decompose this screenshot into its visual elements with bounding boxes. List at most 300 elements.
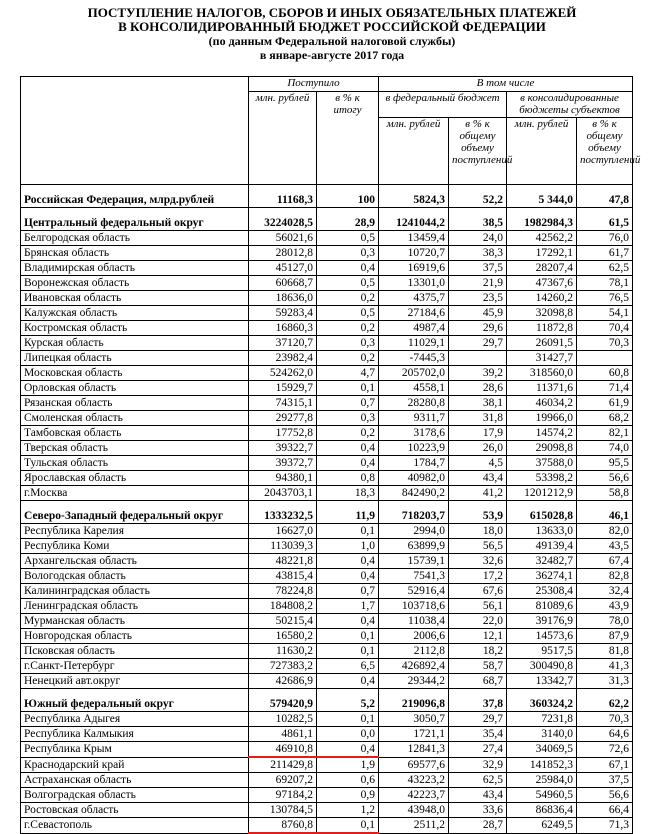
received-mln: 130784,5 — [249, 803, 317, 818]
received-pct: 0,2 — [317, 321, 379, 336]
received-mln: 4861,1 — [249, 727, 317, 742]
received-mln: 727383,2 — [249, 659, 317, 674]
regional-pct: 70,3 — [577, 712, 633, 727]
region-name: Курская область — [21, 336, 249, 351]
regional-mln: 14574,2 — [507, 426, 577, 441]
table-row — [21, 486, 633, 501]
region-name: г.Санкт-Петербург — [21, 659, 249, 674]
federal-pct: 43,4 — [449, 471, 507, 486]
table-row — [21, 803, 633, 818]
regional-pct: 32,4 — [577, 584, 633, 599]
table-row — [21, 584, 633, 599]
table-row — [21, 208, 633, 231]
received-mln: 11168,3 — [249, 185, 317, 208]
regional-mln: 32098,8 — [507, 306, 577, 321]
table-row — [21, 554, 633, 569]
region-name: Мурманская область — [21, 614, 249, 629]
received-mln: 74315,1 — [249, 396, 317, 411]
federal-pct: 41,2 — [449, 486, 507, 501]
federal-pct: 18,0 — [449, 524, 507, 539]
regional-pct: 61,9 — [577, 396, 633, 411]
received-pct: 0,7 — [317, 396, 379, 411]
federal-mln: 10720,7 — [379, 246, 449, 261]
federal-pct: 37,5 — [449, 261, 507, 276]
received-pct: 0,7 — [317, 584, 379, 599]
received-mln: 18636,0 — [249, 291, 317, 306]
received-mln: 23982,4 — [249, 351, 317, 366]
federal-pct: 38,5 — [449, 208, 507, 231]
regional-mln: 32482,7 — [507, 554, 577, 569]
title-line-2: В КОНСОЛИДИРОВАННЫЙ БЮДЖЕТ РОССИЙСКОЙ ФЕДЕРАЦИИ — [118, 19, 546, 34]
regional-pct: 58,8 — [577, 486, 633, 501]
federal-pct: 68,7 — [449, 674, 507, 689]
region-name: Ярославская область — [21, 471, 249, 486]
region-name: Калининградская область — [21, 584, 249, 599]
federal-pct: 29,7 — [449, 336, 507, 351]
federal-pct: 29,7 — [449, 712, 507, 727]
table-row — [21, 757, 633, 773]
federal-mln: 43948,0 — [379, 803, 449, 818]
received-pct: 0,4 — [317, 441, 379, 456]
regional-mln: 25308,4 — [507, 584, 577, 599]
received-pct: 0,1 — [317, 524, 379, 539]
table-row — [21, 471, 633, 486]
received-mln: 37120,7 — [249, 336, 317, 351]
received-pct: 0,4 — [317, 569, 379, 584]
table-row — [21, 411, 633, 426]
received-mln: 42686,9 — [249, 674, 317, 689]
federal-pct: 29,6 — [449, 321, 507, 336]
federal-pct — [449, 351, 507, 366]
federal-pct: 43,4 — [449, 788, 507, 803]
region-name: Псковская область — [21, 644, 249, 659]
table-row — [21, 742, 633, 758]
regional-pct: 95,5 — [577, 456, 633, 471]
header-received: Поступило — [249, 77, 379, 92]
table-row — [21, 773, 633, 788]
table-row — [21, 644, 633, 659]
federal-mln: 63899,9 — [379, 539, 449, 554]
table-row — [21, 321, 633, 336]
received-pct: 0,4 — [317, 456, 379, 471]
received-pct: 0,4 — [317, 674, 379, 689]
header-including: В том числе — [379, 77, 633, 92]
regional-pct: 70,4 — [577, 321, 633, 336]
federal-pct: 22,0 — [449, 614, 507, 629]
regional-mln: 42562,2 — [507, 231, 577, 246]
regional-pct: 67,1 — [577, 757, 633, 773]
received-pct: 1,9 — [317, 757, 379, 773]
federal-pct: 33,6 — [449, 803, 507, 818]
region-name: Тульская область — [21, 456, 249, 471]
federal-pct: 35,4 — [449, 727, 507, 742]
received-pct: 4,7 — [317, 366, 379, 381]
received-mln: 94380,1 — [249, 471, 317, 486]
federal-mln: 11029,1 — [379, 336, 449, 351]
received-mln: 184808,2 — [249, 599, 317, 614]
received-mln: 56021,6 — [249, 231, 317, 246]
federal-pct: 17,2 — [449, 569, 507, 584]
received-pct: 0,2 — [317, 426, 379, 441]
regional-pct — [577, 351, 633, 366]
region-name: Краснодарский край — [21, 757, 249, 773]
received-mln: 16627,0 — [249, 524, 317, 539]
federal-pct: 37,8 — [449, 689, 507, 712]
regional-pct: 71,4 — [577, 381, 633, 396]
federal-pct: 23,5 — [449, 291, 507, 306]
header-mln-regional: млн. рублей — [507, 117, 577, 184]
header-pct-federal: в % к общему объему поступлений — [449, 117, 507, 184]
region-name: Астраханская область — [21, 773, 249, 788]
received-pct: 0,1 — [317, 381, 379, 396]
federal-pct: 67,6 — [449, 584, 507, 599]
federal-mln: 9311,7 — [379, 411, 449, 426]
regional-pct: 66,4 — [577, 803, 633, 818]
region-name: Костромская область — [21, 321, 249, 336]
table-row — [21, 381, 633, 396]
federal-pct: 38,1 — [449, 396, 507, 411]
received-pct: 0,3 — [317, 411, 379, 426]
federal-mln: 4558,1 — [379, 381, 449, 396]
regional-pct: 78,1 — [577, 276, 633, 291]
federal-pct: 27,4 — [449, 742, 507, 758]
title-line-3: (по данным Федеральной налоговой службы) — [208, 34, 456, 48]
regional-pct: 82,0 — [577, 524, 633, 539]
regional-mln: 1201212,9 — [507, 486, 577, 501]
table-row — [21, 689, 633, 712]
regional-pct: 41,3 — [577, 659, 633, 674]
region-name: Тверская область — [21, 441, 249, 456]
federal-pct: 31,8 — [449, 411, 507, 426]
federal-pct: 56,5 — [449, 539, 507, 554]
federal-mln: 42223,7 — [379, 788, 449, 803]
regional-mln: 6249,5 — [507, 818, 577, 834]
regional-pct: 47,8 — [577, 185, 633, 208]
regional-pct: 43,9 — [577, 599, 633, 614]
received-mln: 211429,8 — [249, 757, 317, 773]
regional-mln: 26091,5 — [507, 336, 577, 351]
regional-pct: 62,2 — [577, 689, 633, 712]
received-pct: 0,1 — [317, 712, 379, 727]
table-row — [21, 788, 633, 803]
regional-pct: 78,0 — [577, 614, 633, 629]
regional-mln: 25984,0 — [507, 773, 577, 788]
regional-pct: 81,8 — [577, 644, 633, 659]
received-mln: 46910,8 — [249, 742, 317, 758]
received-pct: 0,1 — [317, 629, 379, 644]
header-regional: в консолидированные бюджеты субъектов — [507, 92, 633, 118]
region-name: Ивановская область — [21, 291, 249, 306]
regional-mln: 318560,0 — [507, 366, 577, 381]
federal-pct: 53,9 — [449, 501, 507, 524]
federal-mln: 205702,0 — [379, 366, 449, 381]
region-name: Вологодская область — [21, 569, 249, 584]
received-pct: 0,8 — [317, 471, 379, 486]
federal-mln: 13301,0 — [379, 276, 449, 291]
federal-mln: 2112,8 — [379, 644, 449, 659]
regional-mln: 13342,7 — [507, 674, 577, 689]
regional-pct: 62,5 — [577, 261, 633, 276]
federal-mln: 16919,6 — [379, 261, 449, 276]
federal-mln: 43223,2 — [379, 773, 449, 788]
header-pct-total: в % к итогу — [317, 92, 379, 185]
federal-mln: 40982,0 — [379, 471, 449, 486]
received-pct: 0,5 — [317, 231, 379, 246]
title-line-4: в январе-августе 2017 года — [259, 48, 405, 62]
region-name: Российская Федерация, млрд.рублей — [21, 185, 249, 208]
federal-mln: 2994,0 — [379, 524, 449, 539]
received-mln: 2043703,1 — [249, 486, 317, 501]
received-mln: 28012,8 — [249, 246, 317, 261]
received-mln: 579420,9 — [249, 689, 317, 712]
table-row — [21, 306, 633, 321]
received-mln: 45127,0 — [249, 261, 317, 276]
regional-mln: 5 344,0 — [507, 185, 577, 208]
regional-pct: 64,6 — [577, 727, 633, 742]
regional-pct: 43,5 — [577, 539, 633, 554]
regional-mln: 7231,8 — [507, 712, 577, 727]
regional-mln: 1982984,3 — [507, 208, 577, 231]
received-pct: 0,5 — [317, 306, 379, 321]
received-pct: 100 — [317, 185, 379, 208]
received-mln: 15929,7 — [249, 381, 317, 396]
table-row — [21, 659, 633, 674]
received-pct: 0,4 — [317, 261, 379, 276]
regional-mln: 39176,9 — [507, 614, 577, 629]
received-mln: 524262,0 — [249, 366, 317, 381]
region-name: Воронежская область — [21, 276, 249, 291]
region-name: Ленинградская область — [21, 599, 249, 614]
table-row — [21, 231, 633, 246]
federal-mln: 426892,4 — [379, 659, 449, 674]
regional-pct: 76,0 — [577, 231, 633, 246]
regional-pct: 87,9 — [577, 629, 633, 644]
regional-pct: 37,5 — [577, 773, 633, 788]
table-row — [21, 246, 633, 261]
federal-mln: 28280,8 — [379, 396, 449, 411]
federal-mln: 842490,2 — [379, 486, 449, 501]
regional-mln: 11872,8 — [507, 321, 577, 336]
regional-pct: 61,7 — [577, 246, 633, 261]
regional-pct: 46,1 — [577, 501, 633, 524]
federal-mln: 7541,3 — [379, 569, 449, 584]
received-pct: 5,2 — [317, 689, 379, 712]
federal-pct: 24,0 — [449, 231, 507, 246]
federal-pct: 12,1 — [449, 629, 507, 644]
regional-mln: 54960,5 — [507, 788, 577, 803]
federal-mln: 1241044,2 — [379, 208, 449, 231]
region-name: Волгоградская область — [21, 788, 249, 803]
federal-mln: 27184,6 — [379, 306, 449, 321]
received-pct: 0,3 — [317, 336, 379, 351]
received-mln: 69207,2 — [249, 773, 317, 788]
table-row — [21, 396, 633, 411]
federal-pct: 32,6 — [449, 554, 507, 569]
received-mln: 16860,3 — [249, 321, 317, 336]
table-row — [21, 569, 633, 584]
received-mln: 48221,8 — [249, 554, 317, 569]
regional-mln: 14260,2 — [507, 291, 577, 306]
regional-mln: 13633,0 — [507, 524, 577, 539]
received-mln: 113039,3 — [249, 539, 317, 554]
federal-pct: 58,7 — [449, 659, 507, 674]
received-pct: 0,1 — [317, 818, 379, 834]
region-name: Ненецкий авт.округ — [21, 674, 249, 689]
received-mln: 1333232,5 — [249, 501, 317, 524]
table-row — [21, 501, 633, 524]
received-mln: 97184,2 — [249, 788, 317, 803]
received-pct: 0,0 — [317, 727, 379, 742]
table-row — [21, 727, 633, 742]
received-pct: 0,4 — [317, 614, 379, 629]
received-mln: 10282,5 — [249, 712, 317, 727]
regional-pct: 82,8 — [577, 569, 633, 584]
table-row — [21, 524, 633, 539]
federal-mln: 1784,7 — [379, 456, 449, 471]
received-pct: 28,9 — [317, 208, 379, 231]
region-name: Центральный федеральный округ — [21, 208, 249, 231]
header-pct-regional: в % к общему объему поступлений — [577, 117, 633, 184]
regional-mln: 14573,6 — [507, 629, 577, 644]
region-name: Республика Адыгея — [21, 712, 249, 727]
header-federal: в федеральный бюджет — [379, 92, 507, 118]
table-row — [21, 351, 633, 366]
regional-pct: 60,8 — [577, 366, 633, 381]
federal-pct: 17,9 — [449, 426, 507, 441]
regional-pct: 54,1 — [577, 306, 633, 321]
federal-mln: 2006,6 — [379, 629, 449, 644]
regional-mln: 34069,5 — [507, 742, 577, 758]
tax-table — [20, 76, 641, 834]
table-row — [21, 539, 633, 554]
table-row — [21, 276, 633, 291]
region-name: Московская область — [21, 366, 249, 381]
federal-mln: 3050,7 — [379, 712, 449, 727]
federal-mln: 4375,7 — [379, 291, 449, 306]
regional-mln: 141852,3 — [507, 757, 577, 773]
received-pct: 0,3 — [317, 246, 379, 261]
federal-mln: 219096,8 — [379, 689, 449, 712]
regional-mln: 19966,0 — [507, 411, 577, 426]
received-pct: 1,2 — [317, 803, 379, 818]
federal-mln: 103718,6 — [379, 599, 449, 614]
table-row — [21, 426, 633, 441]
region-name: Архангельская область — [21, 554, 249, 569]
region-name: Смоленская область — [21, 411, 249, 426]
region-name: Республика Карелия — [21, 524, 249, 539]
region-name: Владимирская область — [21, 261, 249, 276]
received-pct: 18,3 — [317, 486, 379, 501]
regional-mln: 11371,6 — [507, 381, 577, 396]
federal-pct: 45,9 — [449, 306, 507, 321]
received-mln: 3224028,5 — [249, 208, 317, 231]
received-mln: 50215,4 — [249, 614, 317, 629]
table-row — [21, 712, 633, 727]
regional-mln: 31427,7 — [507, 351, 577, 366]
regional-pct: 31,3 — [577, 674, 633, 689]
received-pct: 0,2 — [317, 291, 379, 306]
received-mln: 43815,4 — [249, 569, 317, 584]
region-name: Орловская область — [21, 381, 249, 396]
table-row — [21, 818, 633, 834]
regional-mln: 81089,6 — [507, 599, 577, 614]
federal-mln: 1721,1 — [379, 727, 449, 742]
federal-pct: 52,2 — [449, 185, 507, 208]
received-pct: 0,1 — [317, 644, 379, 659]
region-name: Брянская область — [21, 246, 249, 261]
regional-mln: 37588,0 — [507, 456, 577, 471]
region-name: Новгородская область — [21, 629, 249, 644]
table-row — [21, 291, 633, 306]
regional-pct: 68,2 — [577, 411, 633, 426]
region-name: г.Москва — [21, 486, 249, 501]
federal-mln: 52916,4 — [379, 584, 449, 599]
federal-mln: 13459,4 — [379, 231, 449, 246]
federal-mln: 12841,3 — [379, 742, 449, 758]
federal-mln: 69577,6 — [379, 757, 449, 773]
federal-mln: 5824,3 — [379, 185, 449, 208]
table-row — [21, 336, 633, 351]
regional-pct: 56,6 — [577, 471, 633, 486]
federal-mln: 4987,4 — [379, 321, 449, 336]
title-line-1: ПОСТУПЛЕНИЕ НАЛОГОВ, СБОРОВ И ИНЫХ ОБЯЗАТЕЛЬНЫХ ПЛАТЕЖЕЙ — [87, 5, 577, 20]
regional-pct: 61,5 — [577, 208, 633, 231]
received-pct: 0,9 — [317, 788, 379, 803]
federal-mln: 11038,4 — [379, 614, 449, 629]
table-row — [21, 456, 633, 471]
regional-mln: 36274,1 — [507, 569, 577, 584]
table-row — [21, 629, 633, 644]
federal-pct: 28,7 — [449, 818, 507, 834]
regional-mln: 615028,8 — [507, 501, 577, 524]
federal-pct: 39,2 — [449, 366, 507, 381]
regional-pct: 82,1 — [577, 426, 633, 441]
regional-pct: 71,3 — [577, 818, 633, 834]
regional-pct: 74,0 — [577, 441, 633, 456]
federal-mln: 10223,9 — [379, 441, 449, 456]
federal-pct: 38,3 — [449, 246, 507, 261]
regional-mln: 86836,4 — [507, 803, 577, 818]
table-row — [21, 599, 633, 614]
received-mln: 29277,8 — [249, 411, 317, 426]
regional-pct: 72,6 — [577, 742, 633, 758]
region-name: Ростовская область — [21, 803, 249, 818]
header-mln-federal: млн. рублей — [379, 117, 449, 184]
federal-pct: 56,1 — [449, 599, 507, 614]
received-mln: 8760,8 — [249, 818, 317, 834]
federal-mln: 3178,6 — [379, 426, 449, 441]
region-name: Республика Коми — [21, 539, 249, 554]
region-name: Республика Калмыкия — [21, 727, 249, 742]
federal-mln: 2511,2 — [379, 818, 449, 834]
regional-mln: 47367,6 — [507, 276, 577, 291]
region-name: г.Севастополь — [21, 818, 249, 834]
federal-pct: 26,0 — [449, 441, 507, 456]
table-body — [21, 185, 633, 834]
federal-pct: 62,5 — [449, 773, 507, 788]
received-mln: 17752,8 — [249, 426, 317, 441]
received-mln: 78224,8 — [249, 584, 317, 599]
header-region — [21, 77, 249, 185]
received-mln: 39372,7 — [249, 456, 317, 471]
regional-mln: 49139,4 — [507, 539, 577, 554]
federal-mln: 718203,7 — [379, 501, 449, 524]
regional-mln: 53398,2 — [507, 471, 577, 486]
federal-mln: 15739,1 — [379, 554, 449, 569]
regional-mln: 28207,4 — [507, 261, 577, 276]
received-mln: 59283,4 — [249, 306, 317, 321]
federal-pct: 28,6 — [449, 381, 507, 396]
